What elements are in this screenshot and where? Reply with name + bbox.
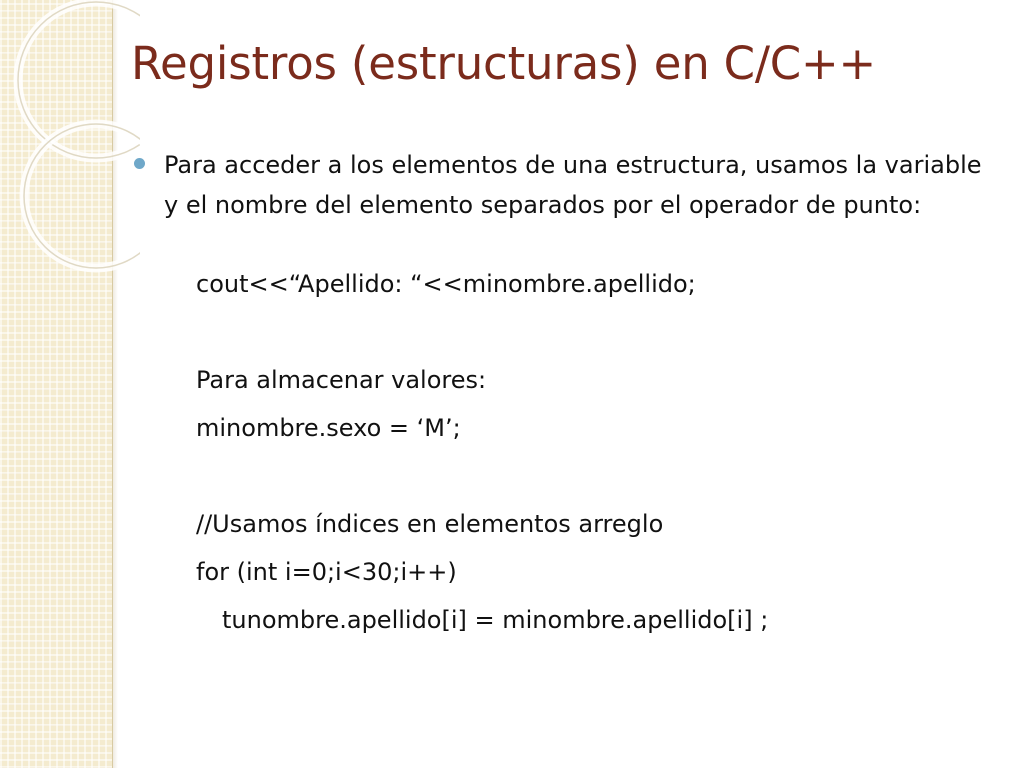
code-line-assign: minombre.sexo = ‘M’; (196, 414, 461, 442)
code-line-loop-body: tunombre.apellido[i] = minombre.apellido[i] ; (222, 606, 769, 634)
code-line-cout: cout<<“Apellido: “<<minombre.apellido; (196, 270, 696, 298)
code-line-comment: //Usamos índices en elementos arreglo (196, 510, 664, 538)
code-line-for: for (int i=0;i<30;i++) (196, 558, 457, 586)
code-line-store-label: Para almacenar valores: (196, 366, 487, 394)
bullet-item (134, 146, 994, 225)
line-gap (196, 452, 994, 500)
code-block (134, 260, 994, 644)
slide-title: Registros (estructuras) en C/C++ (131, 37, 877, 90)
line-gap (196, 308, 994, 356)
bullet-text: Para acceder a los elementos de una estructura, usamos la variable y el nombre del elemento separados por el operador de punto: (164, 151, 982, 219)
slide-content (134, 146, 994, 644)
decorative-rings (0, 0, 140, 300)
bullet-dot-icon (134, 158, 145, 169)
